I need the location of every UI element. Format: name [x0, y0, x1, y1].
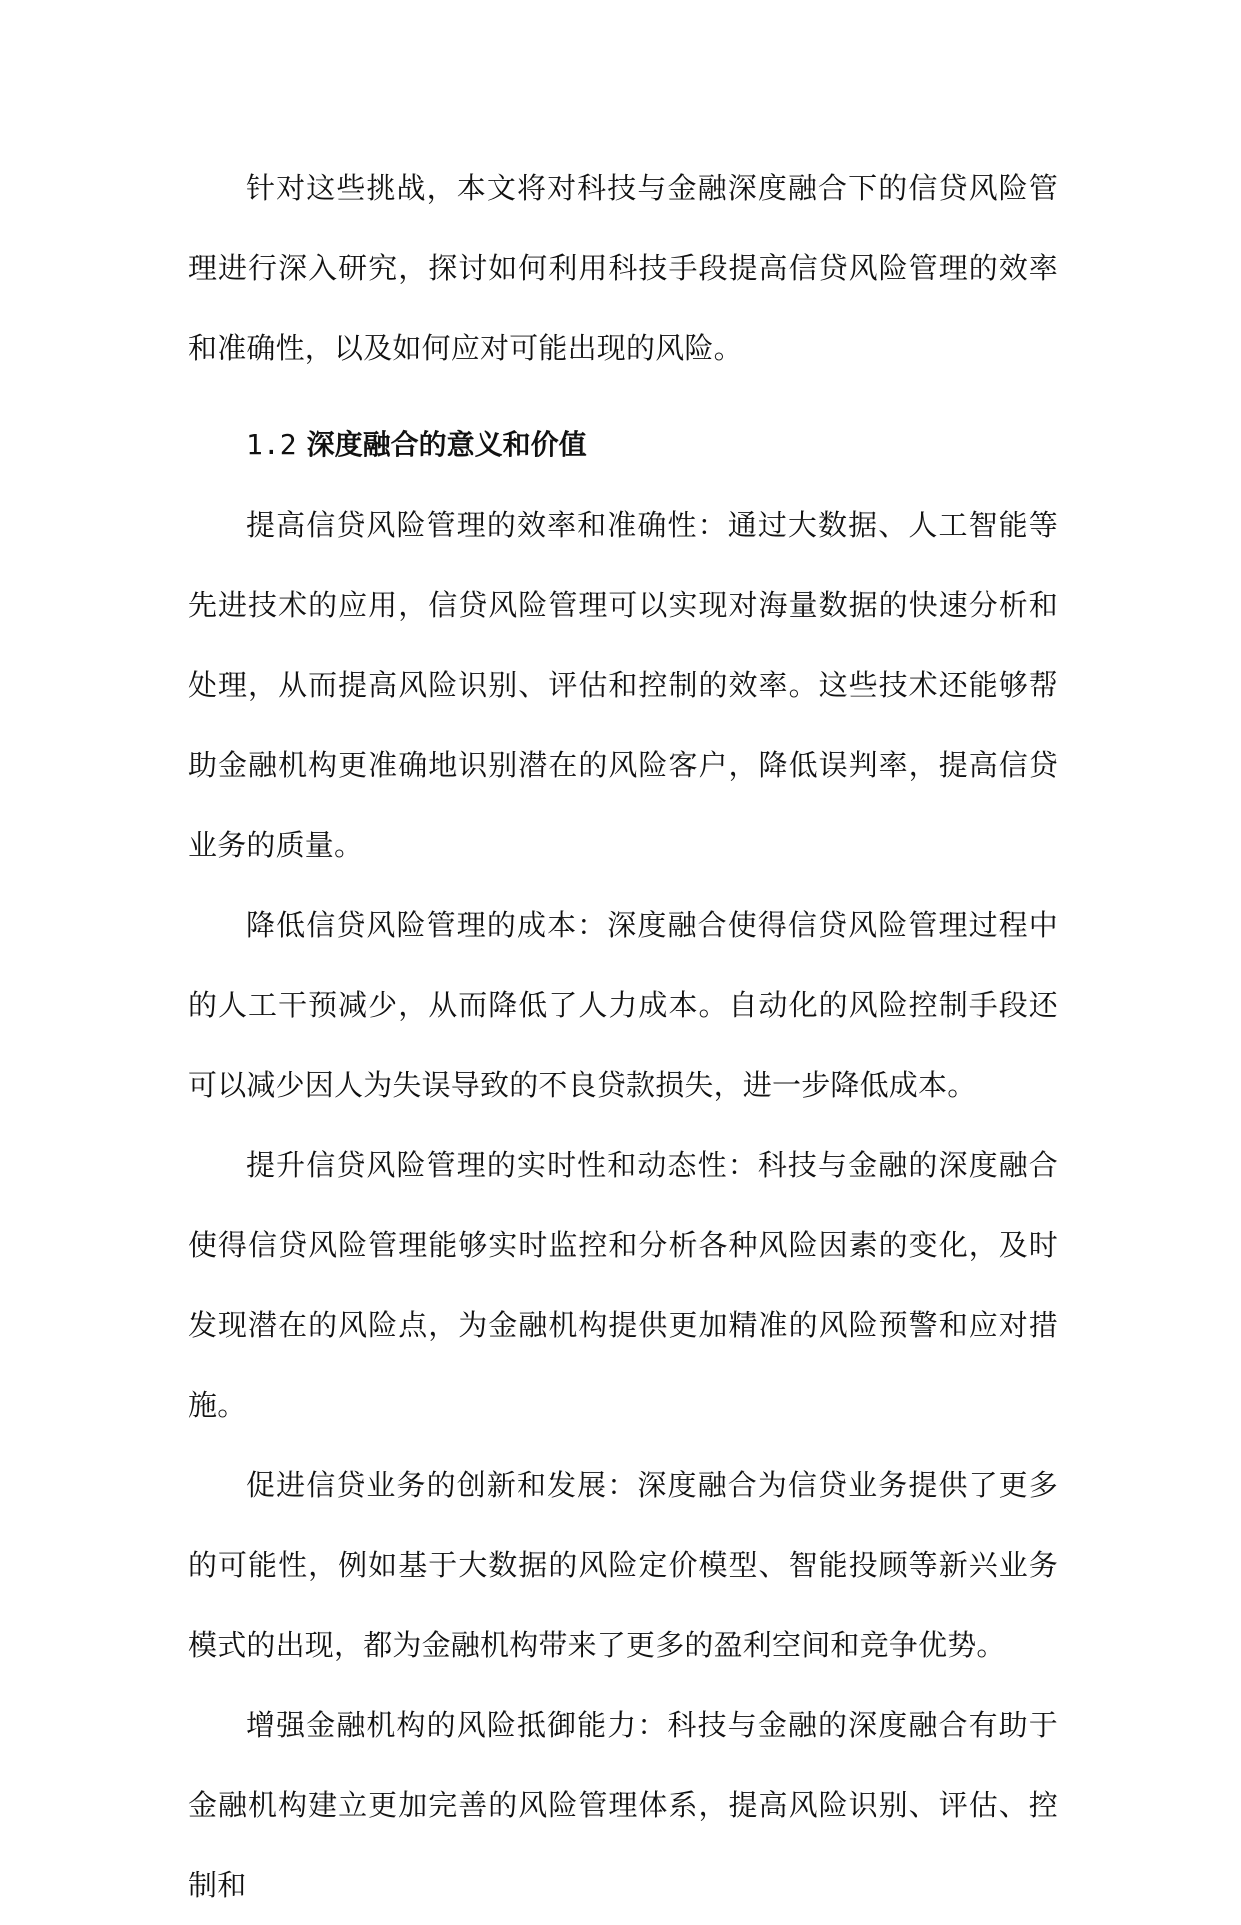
paragraph-realtime: 提升信贷风险管理的实时性和动态性：科技与金融的深度融合使得信贷风险管理能够实时监控和分析各种风险因素的变化，及时发现潜在的风险点，为金融机构提供更加精准的风险预警和应对措施。 [188, 1148, 1058, 1422]
paragraph-resilience: 增强金融机构的风险抵御能力：科技与金融的深度融合有助于金融机构建立更加完善的风险管理体系，提高风险识别、评估、控制和 [188, 1708, 1058, 1902]
paragraph-cost: 降低信贷风险管理的成本：深度融合使得信贷风险管理过程中的人工干预减少，从而降低了人力成本。自动化的风险控制手段还可以减少因人为失误导致的不良贷款损失，进一步降低成本。 [188, 908, 1058, 1102]
paragraph-efficiency: 提高信贷风险管理的效率和准确性：通过大数据、人工智能等先进技术的应用，信贷风险管理可以实现对海量数据的快速分析和处理，从而提高风险识别、评估和控制的效率。这些技术还能够帮助金融机构更准确地识别潜在的风险客户，降低误判率，提高信贷业务的质量。 [188, 508, 1058, 862]
section-number: 1.2 [246, 428, 297, 461]
section-heading [188, 405, 1058, 485]
section-title: 深度融合的意义和价值 [306, 428, 587, 461]
document-body [188, 148, 1058, 1925]
intro-paragraph: 针对这些挑战，本文将对科技与金融深度融合下的信贷风险管理进行深入研究，探讨如何利用科技手段提高信贷风险管理的效率和准确性，以及如何应对可能出现的风险。 [188, 171, 1058, 365]
paragraph-innovation: 促进信贷业务的创新和发展：深度融合为信贷业务提供了更多的可能性，例如基于大数据的风险定价模型、智能投顾等新兴业务模式的出现，都为金融机构带来了更多的盈利空间和竞争优势。 [188, 1468, 1058, 1662]
